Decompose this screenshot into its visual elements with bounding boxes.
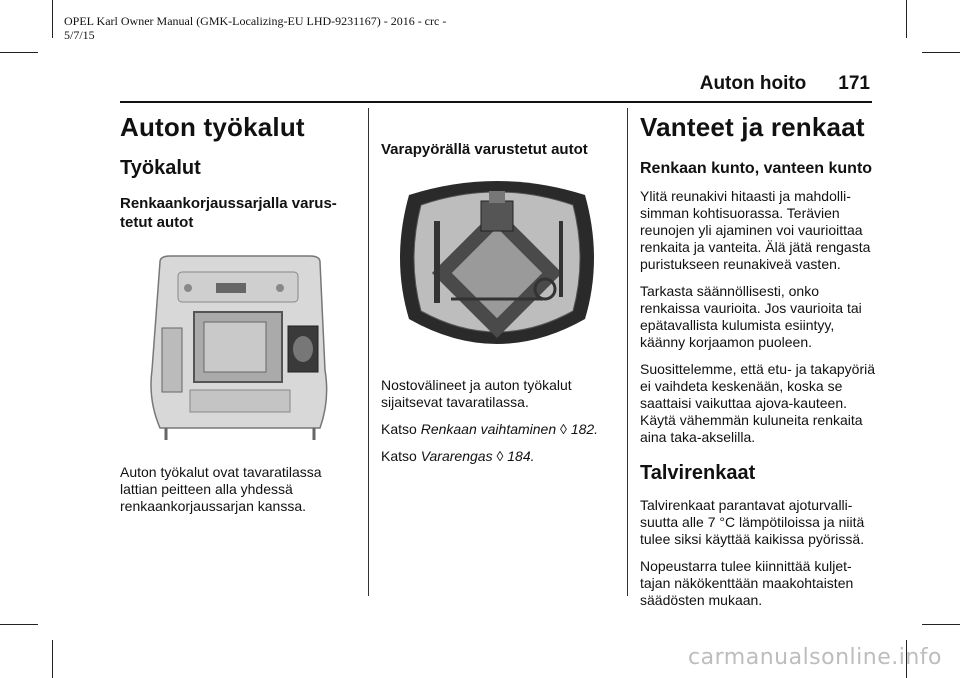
subsection-tyre-condition: Renkaan kunto, vanteen kunto bbox=[640, 160, 873, 177]
jack-and-tools-figure bbox=[381, 169, 613, 359]
column-1 bbox=[120, 112, 358, 525]
ref-symbol: ◊ bbox=[496, 448, 504, 464]
crop-mark-top-left-v bbox=[52, 0, 53, 38]
crop-mark-bottom-left-h bbox=[0, 624, 38, 625]
paragraph: Nopeustarra tulee kiinnittää kuljet-tajan näkökenttään maakohtaisten säädösten mukaan. bbox=[640, 558, 854, 608]
watermark: carmanualsonline.info bbox=[688, 645, 942, 670]
paragraph: Tarkasta säännöllisesti, onko renkaissa vaurioita. Jos vaurioita tai epätavallista kulumista esiintyy, käänny korjaamon puoleen. bbox=[640, 283, 862, 350]
section-title: Vanteet ja renkaat bbox=[640, 112, 865, 142]
meta-line-1: OPEL Karl Owner Manual (GMK-Localizing-EU LHD-9231167) - 2016 - crc - bbox=[64, 14, 447, 28]
ref-page[interactable]: 182. bbox=[570, 421, 599, 437]
subsection-winter-tyres: Talvirenkaat bbox=[640, 462, 756, 484]
ref-prefix: Katso bbox=[381, 421, 417, 437]
tool-tray-figure bbox=[120, 250, 356, 450]
meta-line-2: 5/7/15 bbox=[64, 28, 95, 42]
crop-mark-top-right-v bbox=[906, 0, 907, 38]
figure-caption: Auton työkalut ovat tavaratilassa lattian peitteen alla yhdessä renkaankorjaussarjan kanssa. bbox=[120, 464, 322, 514]
column-divider-2 bbox=[627, 108, 628, 596]
paragraph: Talvirenkaat parantavat ajoturvalli-suutta alle 7 °C lämpötiloissa ja niitä tulee siksi käyttää kaikissa pyörissä. bbox=[640, 497, 865, 547]
crop-mark-bottom-left-v bbox=[52, 640, 53, 678]
paragraph: Ylitä reunakivi hitaasti ja mahdolli-simman kohtisuorassa. Terävien reunojen yli ajaminen voi vaurioittaa renkaita ja vanteita. Älä jätä rengasta puristukseen reunakiveä vasten. bbox=[640, 188, 871, 272]
ref-page[interactable]: 184. bbox=[507, 448, 535, 464]
heading-spare-wheel: Varapyörällä varustetut autot bbox=[381, 141, 588, 158]
crop-mark-bottom-right-h bbox=[922, 624, 960, 625]
page-number: 171 bbox=[838, 73, 870, 94]
crop-mark-top-left-h bbox=[0, 52, 38, 53]
running-header bbox=[700, 73, 870, 95]
cross-reference-1 bbox=[381, 421, 613, 438]
heading-repair-kit: Renkaankorjaussarjalla varus-tetut autot bbox=[120, 195, 337, 231]
column-2 bbox=[381, 112, 613, 475]
document-meta bbox=[64, 14, 446, 42]
paragraph: Suosittelemme, että etu- ja takapyöriä ei vaihdeta keskenään, koska se saattaisi vaikuttaa ajova-kauteen. Käytä vähemmän kuluneita renkaita aina taka-akselilla. bbox=[640, 361, 876, 445]
ref-prefix: Katso bbox=[381, 448, 417, 464]
cross-reference-2 bbox=[381, 448, 613, 465]
ref-title[interactable]: Renkaan vaihtaminen bbox=[420, 421, 557, 437]
column-divider-1 bbox=[368, 108, 369, 596]
running-title: Auton hoito bbox=[699, 73, 807, 94]
column-3 bbox=[640, 112, 876, 619]
figure-caption: Nostovälineet ja auton työkalut sijaitsevat tavaratilassa. bbox=[381, 377, 572, 410]
ref-symbol: ◊ bbox=[560, 421, 567, 437]
header-rule bbox=[120, 101, 872, 103]
crop-mark-top-right-h bbox=[922, 52, 960, 53]
ref-title[interactable]: Vararengas bbox=[420, 448, 493, 464]
section-title: Auton työkalut bbox=[120, 112, 305, 142]
subsection-title: Työkalut bbox=[120, 157, 201, 179]
